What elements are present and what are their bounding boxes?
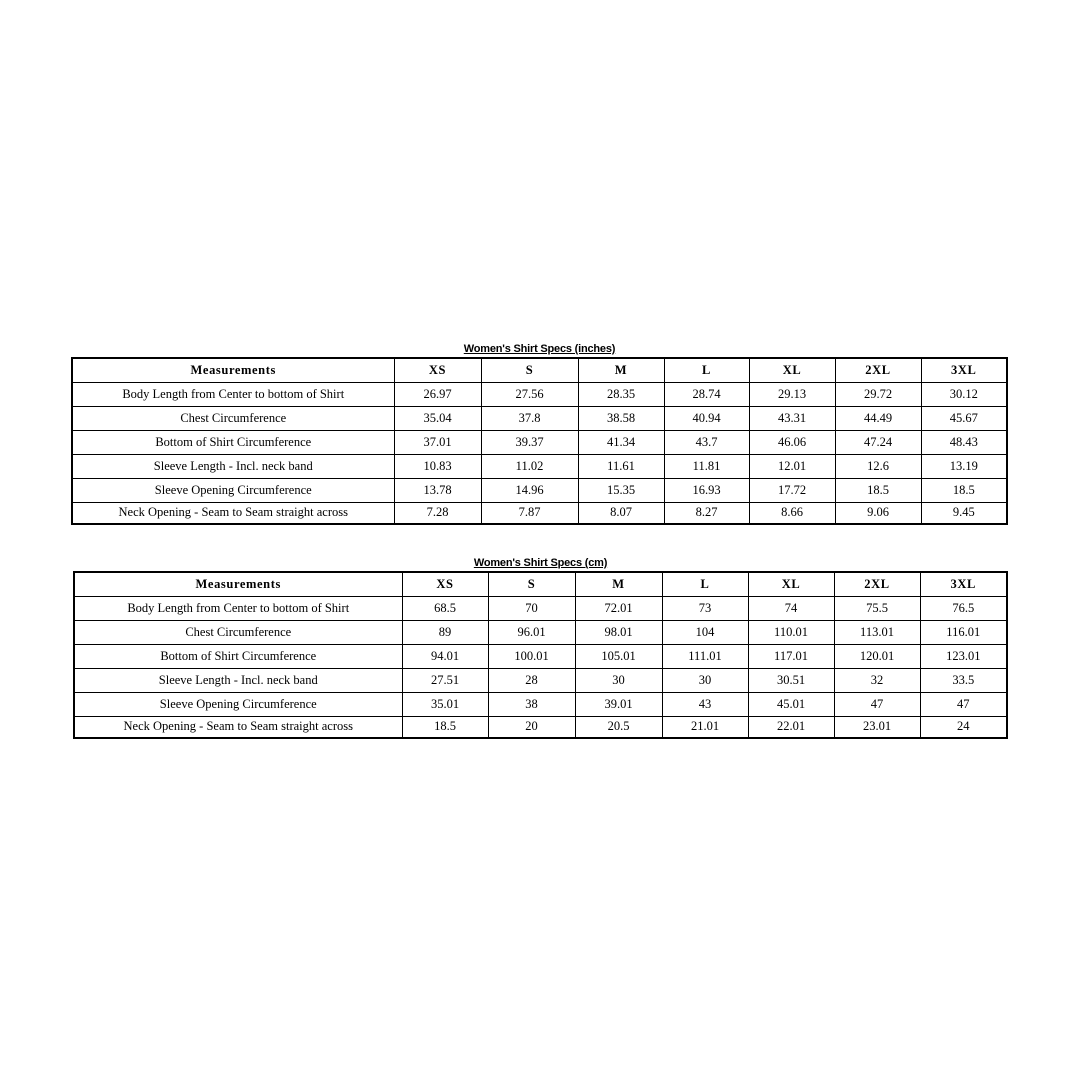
table-row xyxy=(72,502,1007,524)
table-cell: 18.5 xyxy=(835,478,921,502)
table-cell: 11.81 xyxy=(664,454,749,478)
table-cell: 33.5 xyxy=(920,668,1007,692)
table-cell: 21.01 xyxy=(662,716,748,738)
table-cell: 96.01 xyxy=(488,620,575,644)
table-row xyxy=(72,430,1007,454)
table-cell: 37.8 xyxy=(481,406,578,430)
table-row xyxy=(74,692,1007,716)
table-cell: 105.01 xyxy=(575,644,662,668)
table-cell: 73 xyxy=(662,596,748,620)
spec-table-inches-section xyxy=(71,341,1008,525)
table-cell: 89 xyxy=(402,620,488,644)
table-cell: 30.12 xyxy=(921,382,1007,406)
column-header: M xyxy=(578,358,664,382)
row-label: Sleeve Length - Incl. neck band xyxy=(72,454,394,478)
table-cell: 110.01 xyxy=(748,620,834,644)
row-label: Chest Circumference xyxy=(72,406,394,430)
column-header: Measurements xyxy=(74,572,402,596)
table-cell: 11.02 xyxy=(481,454,578,478)
table-row xyxy=(74,596,1007,620)
spec-table-cm-section xyxy=(73,555,1008,739)
table-cell: 46.06 xyxy=(749,430,835,454)
column-header: L xyxy=(664,358,749,382)
table-cell: 29.72 xyxy=(835,382,921,406)
table-cell: 10.83 xyxy=(394,454,481,478)
table-cell: 13.19 xyxy=(921,454,1007,478)
table-cell: 47.24 xyxy=(835,430,921,454)
spec-table-inches xyxy=(71,357,1008,525)
row-label: Bottom of Shirt Circumference xyxy=(72,430,394,454)
table-cell: 14.96 xyxy=(481,478,578,502)
column-header: 3XL xyxy=(920,572,1007,596)
column-header: Measurements xyxy=(72,358,394,382)
table-cell: 74 xyxy=(748,596,834,620)
table-row xyxy=(74,644,1007,668)
table-cell: 43 xyxy=(662,692,748,716)
table-cell: 26.97 xyxy=(394,382,481,406)
table-cell: 23.01 xyxy=(834,716,920,738)
row-label: Neck Opening - Seam to Seam straight across xyxy=(74,716,402,738)
table-header-row xyxy=(72,358,1007,382)
table-cell: 8.66 xyxy=(749,502,835,524)
table-cell: 38.58 xyxy=(578,406,664,430)
table-cell: 38 xyxy=(488,692,575,716)
column-header: 2XL xyxy=(834,572,920,596)
table-cell: 100.01 xyxy=(488,644,575,668)
table-row xyxy=(72,382,1007,406)
table-cell: 22.01 xyxy=(748,716,834,738)
table-cell: 48.43 xyxy=(921,430,1007,454)
column-header: XL xyxy=(748,572,834,596)
column-header: S xyxy=(488,572,575,596)
column-header: 2XL xyxy=(835,358,921,382)
table-cell: 12.6 xyxy=(835,454,921,478)
table-cell: 111.01 xyxy=(662,644,748,668)
table-row xyxy=(74,620,1007,644)
table-cell: 20 xyxy=(488,716,575,738)
table-cell: 35.01 xyxy=(402,692,488,716)
table-row xyxy=(72,454,1007,478)
table-cell: 27.51 xyxy=(402,668,488,692)
column-header: M xyxy=(575,572,662,596)
spec-table-cm xyxy=(73,571,1008,739)
table-row xyxy=(72,478,1007,502)
row-label: Body Length from Center to bottom of Shirt xyxy=(72,382,394,406)
table-cell: 75.5 xyxy=(834,596,920,620)
table-cell: 117.01 xyxy=(748,644,834,668)
table-cell: 30 xyxy=(662,668,748,692)
table-cell: 123.01 xyxy=(920,644,1007,668)
table-cell: 43.31 xyxy=(749,406,835,430)
column-header: 3XL xyxy=(921,358,1007,382)
table-cell: 37.01 xyxy=(394,430,481,454)
row-label: Bottom of Shirt Circumference xyxy=(74,644,402,668)
row-label: Neck Opening - Seam to Seam straight across xyxy=(72,502,394,524)
column-header: L xyxy=(662,572,748,596)
table-cell: 12.01 xyxy=(749,454,835,478)
table-cell: 32 xyxy=(834,668,920,692)
table-cell: 28 xyxy=(488,668,575,692)
table-cell: 45.67 xyxy=(921,406,1007,430)
row-label: Sleeve Opening Circumference xyxy=(72,478,394,502)
row-label: Body Length from Center to bottom of Shirt xyxy=(74,596,402,620)
table-cell: 7.87 xyxy=(481,502,578,524)
table-cell: 94.01 xyxy=(402,644,488,668)
table-cell: 20.5 xyxy=(575,716,662,738)
table-cell: 9.45 xyxy=(921,502,1007,524)
table-cell: 13.78 xyxy=(394,478,481,502)
table-cell: 39.37 xyxy=(481,430,578,454)
table-cell: 47 xyxy=(834,692,920,716)
table-row xyxy=(72,406,1007,430)
table-cell: 29.13 xyxy=(749,382,835,406)
table-cell: 40.94 xyxy=(664,406,749,430)
row-label: Chest Circumference xyxy=(74,620,402,644)
table-title: Women's Shirt Specs (cm) xyxy=(473,557,608,569)
table-cell: 120.01 xyxy=(834,644,920,668)
table-cell: 8.07 xyxy=(578,502,664,524)
table-cell: 45.01 xyxy=(748,692,834,716)
column-header: XS xyxy=(402,572,488,596)
table-row xyxy=(74,668,1007,692)
row-label: Sleeve Opening Circumference xyxy=(74,692,402,716)
column-header: S xyxy=(481,358,578,382)
row-label: Sleeve Length - Incl. neck band xyxy=(74,668,402,692)
table-cell: 7.28 xyxy=(394,502,481,524)
table-cell: 68.5 xyxy=(402,596,488,620)
table-cell: 17.72 xyxy=(749,478,835,502)
table-cell: 41.34 xyxy=(578,430,664,454)
table-cell: 35.04 xyxy=(394,406,481,430)
table-cell: 8.27 xyxy=(664,502,749,524)
table-cell: 30 xyxy=(575,668,662,692)
column-header: XS xyxy=(394,358,481,382)
table-row xyxy=(74,716,1007,738)
table-cell: 44.49 xyxy=(835,406,921,430)
table-cell: 28.35 xyxy=(578,382,664,406)
table-cell: 11.61 xyxy=(578,454,664,478)
table-cell: 70 xyxy=(488,596,575,620)
table-cell: 24 xyxy=(920,716,1007,738)
table-cell: 27.56 xyxy=(481,382,578,406)
table-cell: 18.5 xyxy=(402,716,488,738)
table-cell: 9.06 xyxy=(835,502,921,524)
table-title: Women's Shirt Specs (inches) xyxy=(463,343,616,355)
table-header-row xyxy=(74,572,1007,596)
table-cell: 30.51 xyxy=(748,668,834,692)
table-cell: 28.74 xyxy=(664,382,749,406)
table-cell: 16.93 xyxy=(664,478,749,502)
table-cell: 113.01 xyxy=(834,620,920,644)
table-cell: 72.01 xyxy=(575,596,662,620)
table-cell: 104 xyxy=(662,620,748,644)
table-cell: 47 xyxy=(920,692,1007,716)
table-cell: 76.5 xyxy=(920,596,1007,620)
column-header: XL xyxy=(749,358,835,382)
table-cell: 116.01 xyxy=(920,620,1007,644)
table-cell: 39.01 xyxy=(575,692,662,716)
table-cell: 98.01 xyxy=(575,620,662,644)
table-cell: 15.35 xyxy=(578,478,664,502)
table-cell: 18.5 xyxy=(921,478,1007,502)
table-cell: 43.7 xyxy=(664,430,749,454)
